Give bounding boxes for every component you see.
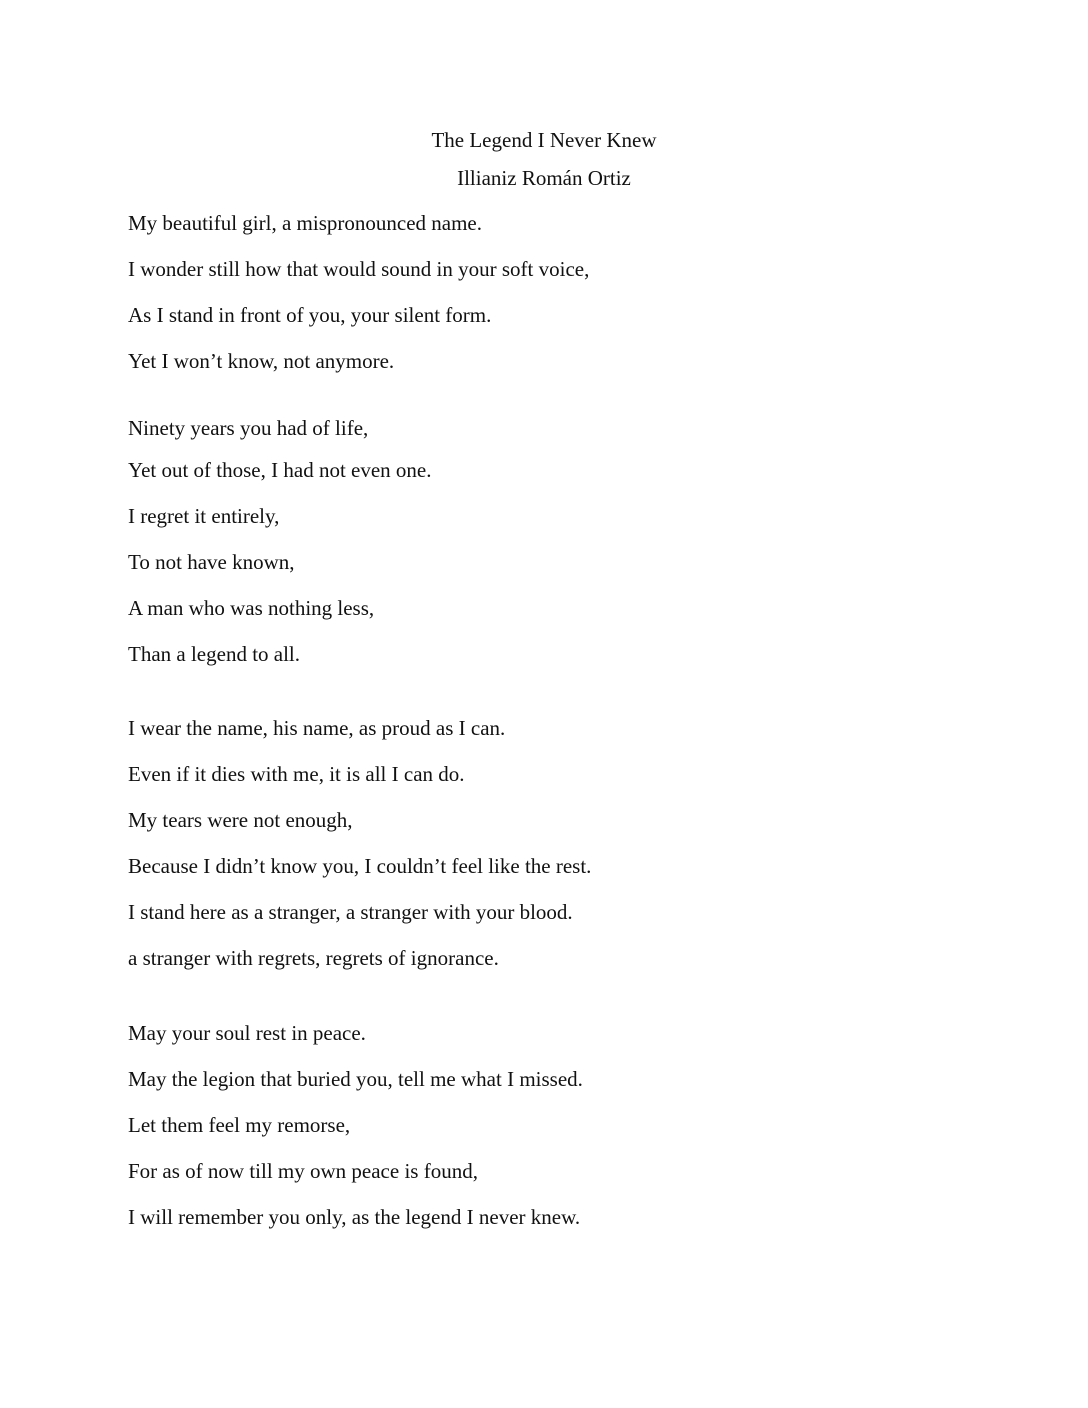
stanza-1-line-4: Yet I won’t know, not anymore.: [128, 349, 395, 373]
stanza-3-line-2: Even if it dies with me, it is all I can do.: [128, 762, 465, 786]
stanza-2-line-2: Yet out of those, I had not even one.: [128, 458, 432, 482]
stanza-3-line-3: My tears were not enough,: [128, 808, 353, 832]
stanza-4-line-5: I will remember you only, as the legend I never knew.: [128, 1205, 581, 1229]
stanza-2-line-5: A man who was nothing less,: [128, 596, 375, 620]
poem-title-row: [0, 128, 1088, 152]
poem-title: The Legend I Never Knew: [431, 128, 657, 152]
stanza-1-line-1: My beautiful girl, a mispronounced name.: [128, 211, 482, 235]
stanza-2-line-6: Than a legend to all.: [128, 642, 301, 666]
stanza-1-line-3: As I stand in front of you, your silent form.: [128, 303, 492, 327]
stanza-4-line-1: May your soul rest in peace.: [128, 1021, 366, 1045]
stanza-2-line-1: Ninety years you had of life,: [128, 416, 369, 440]
poem-author-row: [0, 166, 1088, 190]
stanza-4-line-2: May the legion that buried you, tell me what I missed.: [128, 1067, 583, 1091]
stanza-4-line-4: For as of now till my own peace is found,: [128, 1159, 478, 1183]
stanza-4-line-3: Let them feel my remorse,: [128, 1113, 351, 1137]
stanza-3-line-6: a stranger with regrets, regrets of ignorance.: [128, 946, 499, 970]
stanza-3-line-1: I wear the name, his name, as proud as I can.: [128, 716, 506, 740]
stanza-1-line-2: I wonder still how that would sound in your soft voice,: [128, 257, 590, 281]
stanza-2-line-4: To not have known,: [128, 550, 295, 574]
poem-author: Illianiz Román Ortiz: [457, 166, 631, 190]
stanza-3-line-5: I stand here as a stranger, a stranger with your blood.: [128, 900, 573, 924]
stanza-3-line-4: Because I didn’t know you, I couldn’t feel like the rest.: [128, 854, 592, 878]
stanza-2-line-3: I regret it entirely,: [128, 504, 280, 528]
